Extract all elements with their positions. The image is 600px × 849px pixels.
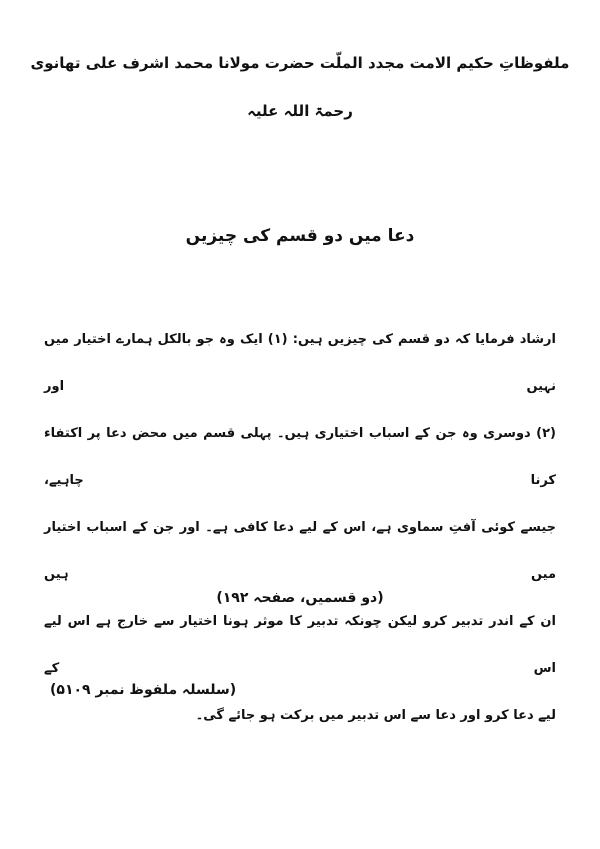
document-subtitle: رحمۃ اللہ علیہ	[247, 102, 353, 120]
page-reference: (دو قسمیں، صفحہ ۱۹۲)	[216, 590, 384, 606]
series-number: (سلسلہ ملفوظ نمبر ۵۱۰۹)	[50, 682, 237, 698]
document-header	[30, 50, 570, 124]
body-line: ارشاد فرمایا کہ دو قسم کی چیزیں ہیں: (۱) ایک وہ جو بالکل ہمارے اختیار میں نہیں اور	[44, 332, 556, 394]
body-line: جیسے کوئی آفتِ سماوی ہے، اس کے لیے دعا کافی ہے۔ اور جن کے اسباب اختیار میں ہیں	[44, 520, 556, 582]
document-title: ملفوظاتِ حکیم الامت مجدد الملّت حضرت مولانا محمد اشرف علی تھانوی	[30, 54, 570, 72]
body-line: ان کے اندر تدبیر کرو لیکن چونکہ تدبیر کا موثر ہونا اختیار سے خارج ہے اس لیے اس کے	[44, 614, 556, 676]
body-line: لیے دعا کرو اور دعا سے اس تدبیر میں برکت ہو جائے گی۔	[195, 708, 556, 723]
section-heading: دعا میں دو قسم کی چیزیں	[185, 226, 415, 246]
body-text	[44, 316, 556, 739]
body-line: (۲) دوسری وہ جن کے اسباب اختیاری ہیں۔ پہلی قسم میں محض دعا پر اکتفاء کرنا چاہیے،	[44, 426, 556, 488]
